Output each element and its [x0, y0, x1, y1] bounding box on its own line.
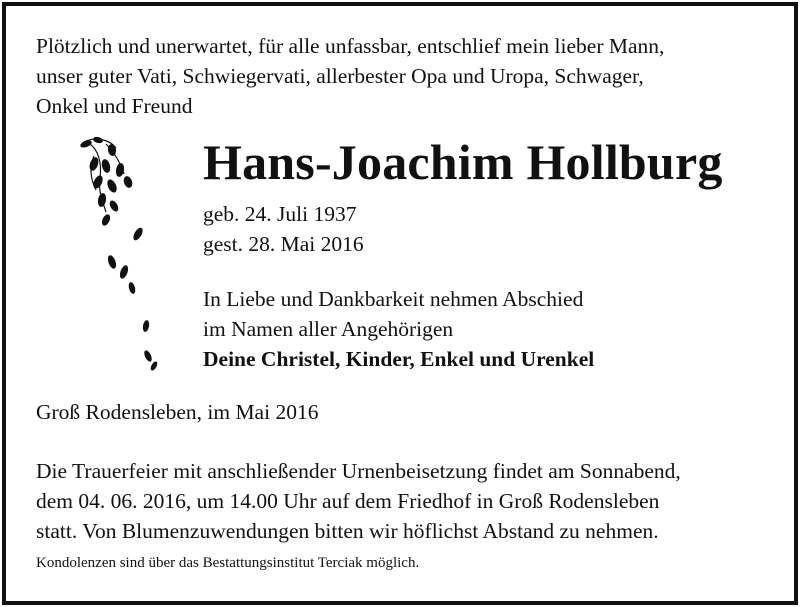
farewell-line: im Namen aller Angehörigen	[203, 317, 454, 341]
family-names: Deine Christel, Kinder, Enkel und Urenkel	[203, 347, 595, 371]
place-date: Groß Rodensleben, im Mai 2016	[36, 400, 319, 424]
intro-line: unser guter Vati, Schwiegervati, allerbester Opa und Uropa, Schwager,	[36, 64, 644, 88]
service-line: Die Trauerfeier mit anschließender Urnenbeisetzung findet am Sonnabend,	[36, 459, 681, 483]
service-text	[36, 456, 771, 546]
farewell-block	[203, 284, 594, 374]
life-dates	[203, 199, 364, 259]
intro-line: Plötzlich und unerwartet, für alle unfassbar, entschlief mein lieber Mann,	[36, 34, 665, 58]
deceased-name: Hans-Joachim Hollburg	[203, 134, 723, 190]
condolence-note: Kondolenzen sind über das Bestattungsinstitut Terciak möglich.	[36, 555, 420, 571]
falling-leaves-branch-icon	[76, 134, 166, 379]
intro-line: Onkel und Freund	[36, 94, 193, 118]
service-line: statt. Von Blumenzuwendungen bitten wir höflichst Abstand zu nehmen.	[36, 519, 659, 543]
intro-text	[36, 31, 771, 121]
obituary-frame	[2, 2, 798, 605]
death-date: gest. 28. Mai 2016	[203, 232, 364, 256]
birth-date: geb. 24. Juli 1937	[203, 202, 357, 226]
farewell-line: In Liebe und Dankbarkeit nehmen Abschied	[203, 287, 584, 311]
service-line: dem 04. 06. 2016, um 14.00 Uhr auf dem Friedhof in Groß Rodensleben	[36, 489, 660, 513]
